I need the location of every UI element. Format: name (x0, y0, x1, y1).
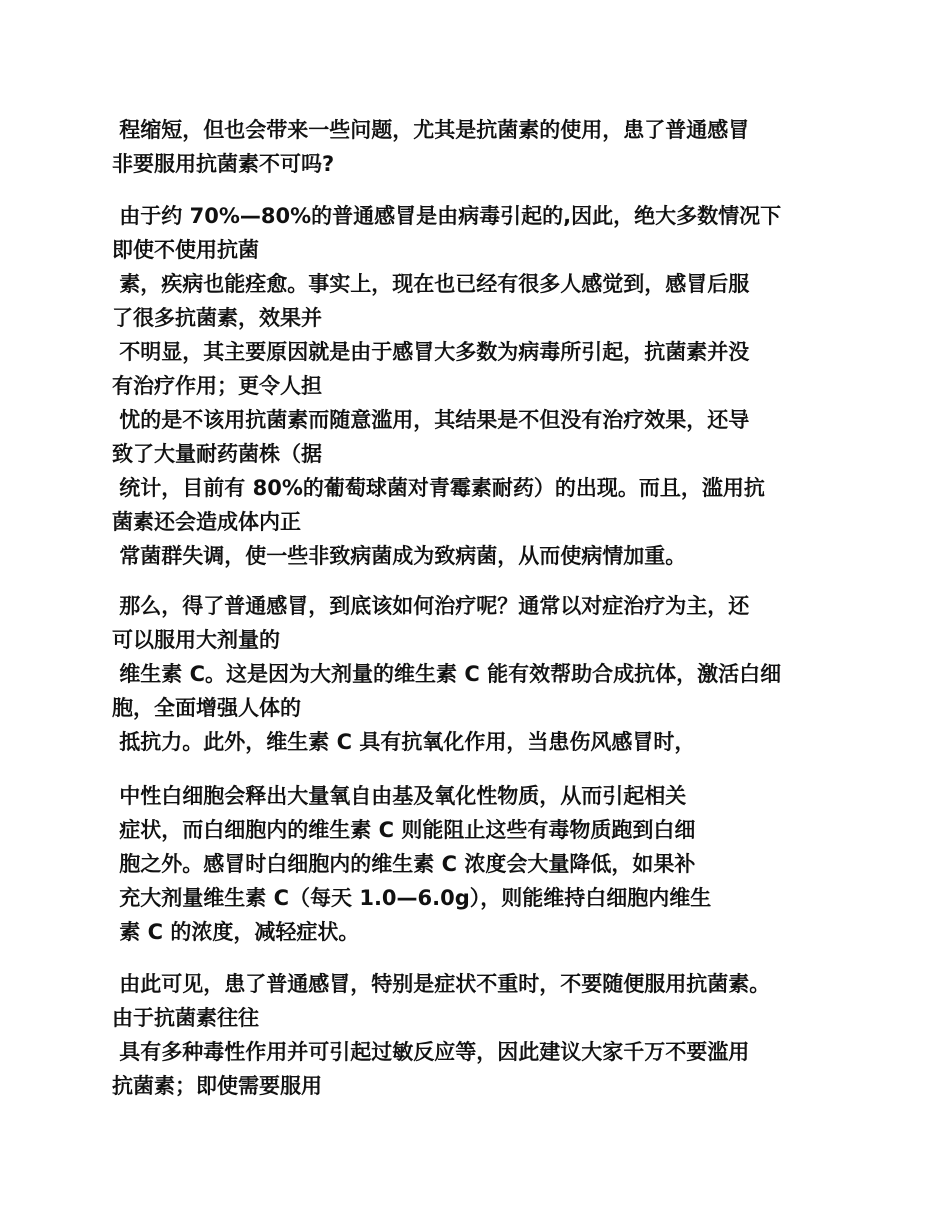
text-line: 中性白细胞会释出大量氧自由基及氧化性物质，从而引起相关 (112, 784, 687, 808)
paragraph-3 (112, 589, 847, 759)
text-line: 程缩短，但也会带来一些问题，尤其是抗菌素的使用，患了普通感冒 (112, 118, 750, 142)
text-line: 菌素还会造成体内正 (112, 510, 301, 534)
text-line: 非要服用抗菌素不可吗? (112, 152, 335, 176)
paragraph-5 (112, 967, 847, 1103)
paragraph-2 (112, 199, 847, 573)
text-line: 统计，目前有 80%的葡萄球菌对青霉素耐药）的出现。而且，滥用抗 (112, 476, 765, 500)
paragraph-1 (112, 113, 847, 181)
text-line: 具有多种毒性作用并可引起过敏反应等，因此建议大家千万不要滥用 (112, 1040, 750, 1064)
text-line: 了很多抗菌素，效果并 (112, 306, 322, 330)
text-line: 充大剂量维生素 C（每天 1.0—6.0g），则能维持白细胞内维生 (112, 886, 712, 910)
text-line: 由于约 70%—80%的普通感冒是由病毒引起的,因此，绝大多数情况下 (112, 204, 782, 228)
text-line: 不明显，其主要原因就是由于感冒大多数为病毒所引起，抗菌素并没 (112, 340, 750, 364)
text-line: 那么，得了普通感冒，到底该如何治疗呢？通常以对症治疗为主，还 (112, 594, 750, 618)
text-line: 抵抗力。此外，维生素 C 具有抗氧化作用，当患伤风感冒时， (112, 730, 696, 754)
text-line: 常菌群失调，使一些非致病菌成为致病菌，从而使病情加重。 (112, 544, 687, 568)
text-line: 抗菌素；即使需要服用 (112, 1074, 322, 1098)
text-line: 素，疾病也能痊愈。事实上，现在也已经有很多人感觉到，感冒后服 (112, 272, 750, 296)
text-line: 可以服用大剂量的 (112, 628, 280, 652)
text-line: 致了大量耐药菌株（据 (112, 442, 322, 466)
text-line: 维生素 C。这是因为大剂量的维生素 C 能有效帮助合成抗体，激活白细 (112, 662, 782, 686)
text-line: 有治疗作用；更令人担 (112, 374, 322, 398)
text-line: 由于抗菌素往往 (112, 1006, 259, 1030)
text-line: 即使不使用抗菌 (112, 238, 259, 262)
text-line: 胞，全面增强人体的 (112, 696, 301, 720)
text-line: 症状，而白细胞内的维生素 C 则能阻止这些有毒物质跑到白细 (112, 818, 696, 842)
text-line: 素 C 的浓度，减轻症状。 (112, 920, 360, 944)
paragraph-4 (112, 779, 847, 949)
text-line: 由此可见，患了普通感冒，特别是症状不重时，不要随便服用抗菌素。 (112, 972, 771, 996)
text-line: 忧的是不该用抗菌素而随意滥用，其结果是不但没有治疗效果，还导 (112, 408, 750, 432)
text-line: 胞之外。感冒时白细胞内的维生素 C 浓度会大量降低，如果补 (112, 852, 696, 876)
